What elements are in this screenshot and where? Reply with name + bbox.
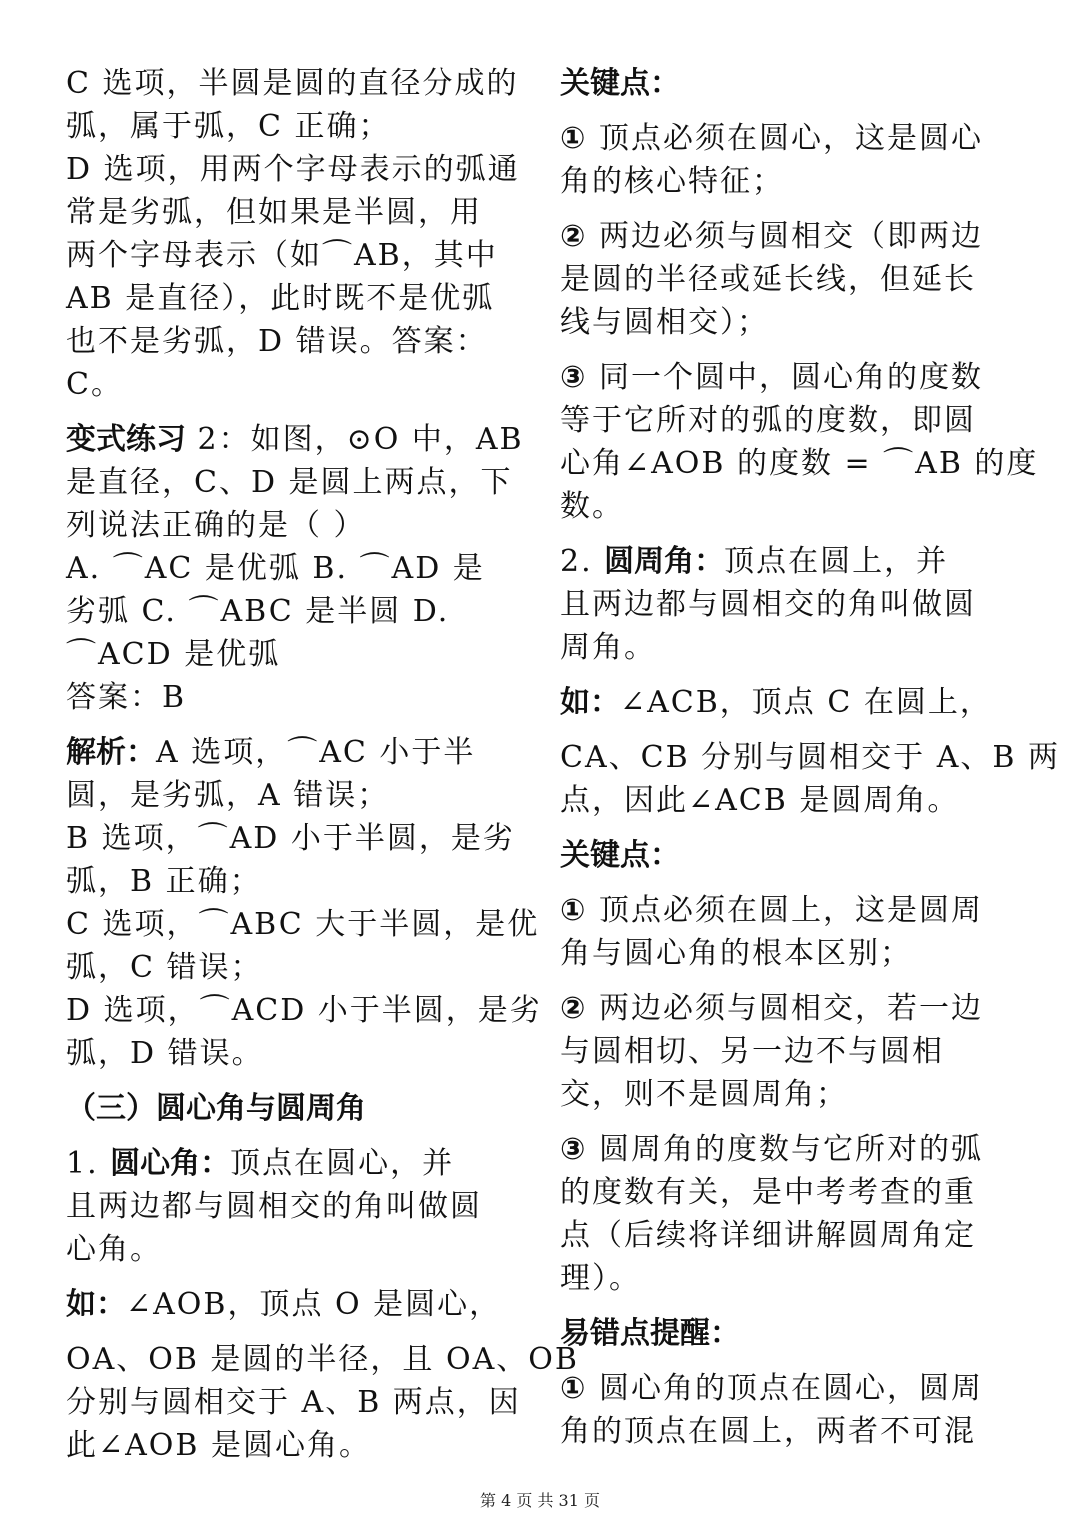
paragraph-gap <box>66 406 521 418</box>
text-line <box>560 736 1060 779</box>
body-text: 线与圆相交）； <box>560 305 769 340</box>
body-text: ∠ACB，顶点 C 在圆上， <box>620 685 992 720</box>
body-text: 两边必须与圆相交（即两边 <box>587 219 983 254</box>
body-text: 弧，C 错误； <box>66 950 263 985</box>
body-text: 理）。 <box>560 1261 641 1296</box>
text-line <box>66 461 521 504</box>
text-line <box>66 234 521 277</box>
body-text: 且两边都与圆相交的角叫做圆 <box>66 1189 482 1224</box>
paragraph-gap <box>66 1130 521 1142</box>
text-line <box>560 399 1015 442</box>
text-line <box>560 1367 1015 1410</box>
bold-heading: 圆周角： <box>604 544 725 579</box>
text-line <box>66 1185 521 1228</box>
body-text: 分别与圆相交于 A、B 两点，因 <box>66 1385 521 1420</box>
text-line <box>560 301 1015 344</box>
text-line <box>560 681 1015 724</box>
paragraph-gap <box>560 1355 1015 1367</box>
text-line <box>560 1171 1015 1214</box>
body-text: 圆心角的顶点在圆心，圆周 <box>587 1371 983 1406</box>
body-text: 答案：B <box>66 680 187 715</box>
body-text: CA、CB 分别与圆相交于 A、B 两 <box>560 740 1060 775</box>
text-line <box>66 363 521 406</box>
body-text: 顶点必须在圆心，这是圆心 <box>587 121 983 156</box>
text-line <box>560 932 1015 975</box>
paragraph-gap <box>560 1300 1015 1312</box>
body-text: A. ⌒AC 是优弧 B. ⌒AD 是 <box>66 551 485 586</box>
text-line <box>560 258 1015 301</box>
page-footer: 第 4 页 共 31 页 <box>480 1491 600 1510</box>
body-text: C。 <box>66 367 123 402</box>
list-number: 1. <box>66 1146 111 1181</box>
text-line <box>66 946 521 989</box>
body-text: 交，则不是圆周角； <box>560 1077 848 1112</box>
paragraph-gap <box>560 669 1015 681</box>
text-line <box>560 540 1015 583</box>
body-text: 点（后续将详细讲解圆周角定 <box>560 1218 976 1253</box>
text-line <box>66 504 521 547</box>
paragraph-gap <box>560 822 1015 834</box>
text-line <box>66 1032 521 1075</box>
body-text: 两边必须与圆相交，若一边 <box>587 991 983 1026</box>
text-line <box>560 1257 1015 1300</box>
bold-heading: 易错点提醒： <box>560 1316 740 1351</box>
body-text: ∠AOB，顶点 O 是圆心， <box>126 1287 502 1322</box>
text-line <box>66 105 521 148</box>
body-text: 弧，D 错误。 <box>66 1036 264 1071</box>
text-line <box>66 676 521 719</box>
paragraph-gap <box>560 1116 1015 1128</box>
text-line <box>66 418 524 461</box>
text-line <box>66 1142 521 1185</box>
text-line <box>66 1338 579 1381</box>
left-column <box>66 62 579 1467</box>
body-text: 劣弧 C. ⌒ABC 是半圆 D. <box>66 594 450 629</box>
text-line <box>560 1214 1015 1257</box>
body-text: 与圆相切、另一边不与圆相 <box>560 1034 944 1069</box>
text-line <box>560 485 1015 528</box>
body-text: 弧，属于弧，C 正确； <box>66 109 391 144</box>
text-line <box>66 1381 521 1424</box>
text-line <box>66 731 521 774</box>
body-text: B 选项，⌒AD 小于半圆，是劣 <box>66 821 515 856</box>
text-line <box>66 1228 521 1271</box>
body-text: 也不是劣弧，D 错误。答案： <box>66 324 488 359</box>
text-line <box>560 215 1015 258</box>
text-line <box>66 1087 521 1130</box>
bold-heading: （三）圆心角与圆周角 <box>66 1091 366 1126</box>
body-text: 两个字母表示（如⌒AB，其中 <box>66 238 498 273</box>
bold-heading: 关键点： <box>560 66 680 101</box>
paragraph-gap <box>560 724 1015 736</box>
text-line <box>560 356 1015 399</box>
text-line <box>66 547 521 590</box>
text-line <box>66 148 521 191</box>
text-line <box>560 1030 1015 1073</box>
paragraph-gap <box>560 344 1015 356</box>
body-text: A 选项，⌒AC 小于半 <box>156 735 476 770</box>
text-line <box>560 62 1015 105</box>
paragraph-gap <box>560 877 1015 889</box>
body-text: ⌒ACD 是优弧 <box>66 637 281 672</box>
body-text: D 选项，⌒ACD 小于半圆，是劣 <box>66 993 542 1028</box>
body-text: 周角。 <box>560 630 656 665</box>
paragraph-gap <box>560 975 1015 987</box>
circled-number: ② <box>560 991 588 1026</box>
paragraph-gap <box>560 528 1015 540</box>
text-line <box>560 1312 1015 1355</box>
paragraph-gap <box>66 1075 521 1087</box>
body-text: 2：如图，⊙O 中，AB <box>186 422 524 457</box>
text-line <box>560 117 1015 160</box>
text-line <box>560 1073 1015 1116</box>
body-text: 心角。 <box>66 1232 162 1267</box>
right-column <box>560 62 1060 1453</box>
text-line <box>66 1424 521 1467</box>
circled-number: ① <box>560 893 588 928</box>
body-text: 且两边都与圆相交的角叫做圆 <box>560 587 976 622</box>
body-text: 同一个圆中，圆心角的度数 <box>587 360 983 395</box>
bold-heading: 变式练习 <box>66 422 186 457</box>
text-line <box>66 860 521 903</box>
body-text: 角的顶点在圆上，两者不可混 <box>560 1414 976 1449</box>
paragraph-gap <box>66 1271 521 1283</box>
circled-number: ③ <box>560 360 588 395</box>
paragraph-gap <box>560 105 1015 117</box>
body-text: 此∠AOB 是圆心角。 <box>66 1428 371 1463</box>
body-text: 弧，B 正确； <box>66 864 262 899</box>
body-text: 数。 <box>560 489 624 524</box>
text-line <box>560 987 1015 1030</box>
text-line <box>560 583 1015 626</box>
text-line <box>560 779 1015 822</box>
circled-number: ① <box>560 121 588 156</box>
body-text: 等于它所对的弧的度数，即圆 <box>560 403 976 438</box>
text-line <box>66 590 521 633</box>
body-text: 圆周角的度数与它所对的弧 <box>587 1132 983 1167</box>
text-line <box>66 989 542 1032</box>
list-number: 2. <box>560 544 605 579</box>
text-line <box>66 633 521 676</box>
text-line <box>66 191 521 234</box>
body-text: 顶点必须在圆上，这是圆周 <box>587 893 983 928</box>
paragraph-gap <box>560 203 1015 215</box>
text-line <box>560 834 1015 877</box>
text-line <box>66 62 521 105</box>
text-line <box>66 1283 521 1326</box>
body-text: C 选项，⌒ABC 大于半圆，是优 <box>66 907 540 942</box>
body-text: 圆，是劣弧，A 错误； <box>66 778 390 813</box>
body-text: OA、OB 是圆的半径，且 OA、OB <box>66 1342 579 1377</box>
text-line <box>560 889 1015 932</box>
circled-number: ③ <box>560 1132 588 1167</box>
bold-heading: 圆心角： <box>110 1146 231 1181</box>
body-text: C 选项，半圆是圆的直径分成的 <box>66 66 519 101</box>
bold-heading: 解析： <box>66 735 156 770</box>
text-line <box>66 817 521 860</box>
text-line <box>66 903 540 946</box>
text-line <box>560 160 1015 203</box>
text-line <box>560 626 1015 669</box>
body-text: 是圆的半径或延长线，但延长 <box>560 262 976 297</box>
body-text: 角与圆心角的根本区别； <box>560 936 912 971</box>
body-text: 的度数有关，是中考考查的重 <box>560 1175 976 1210</box>
body-text: AB 是直径），此时既不是优弧 <box>66 281 495 316</box>
body-text: 是直径，C、D 是圆上两点，下 <box>66 465 513 500</box>
body-text: 角的核心特征； <box>560 164 784 199</box>
text-line <box>66 320 521 363</box>
bold-heading: 如： <box>66 1287 126 1322</box>
body-text: 顶点在圆上，并 <box>724 544 949 579</box>
circled-number: ① <box>560 1371 588 1406</box>
bold-heading: 如： <box>560 685 620 720</box>
body-text: 列说法正确的是（ ） <box>66 508 366 543</box>
text-line <box>560 1410 1015 1453</box>
bold-heading: 关键点： <box>560 838 680 873</box>
body-text: D 选项，用两个字母表示的弧通 <box>66 152 520 187</box>
paragraph-gap <box>66 719 521 731</box>
body-text: 顶点在圆心，并 <box>230 1146 455 1181</box>
body-text: 常是劣弧，但如果是半圆，用 <box>66 195 482 230</box>
body-text: 心角∠AOB 的度数 = ⌒AB 的度 <box>560 446 1039 481</box>
text-line <box>560 442 1039 485</box>
circled-number: ② <box>560 219 588 254</box>
body-text: 点，因此∠ACB 是圆周角。 <box>560 783 960 818</box>
text-line <box>66 277 521 320</box>
text-line <box>66 774 521 817</box>
text-line <box>560 1128 1015 1171</box>
paragraph-gap <box>66 1326 521 1338</box>
